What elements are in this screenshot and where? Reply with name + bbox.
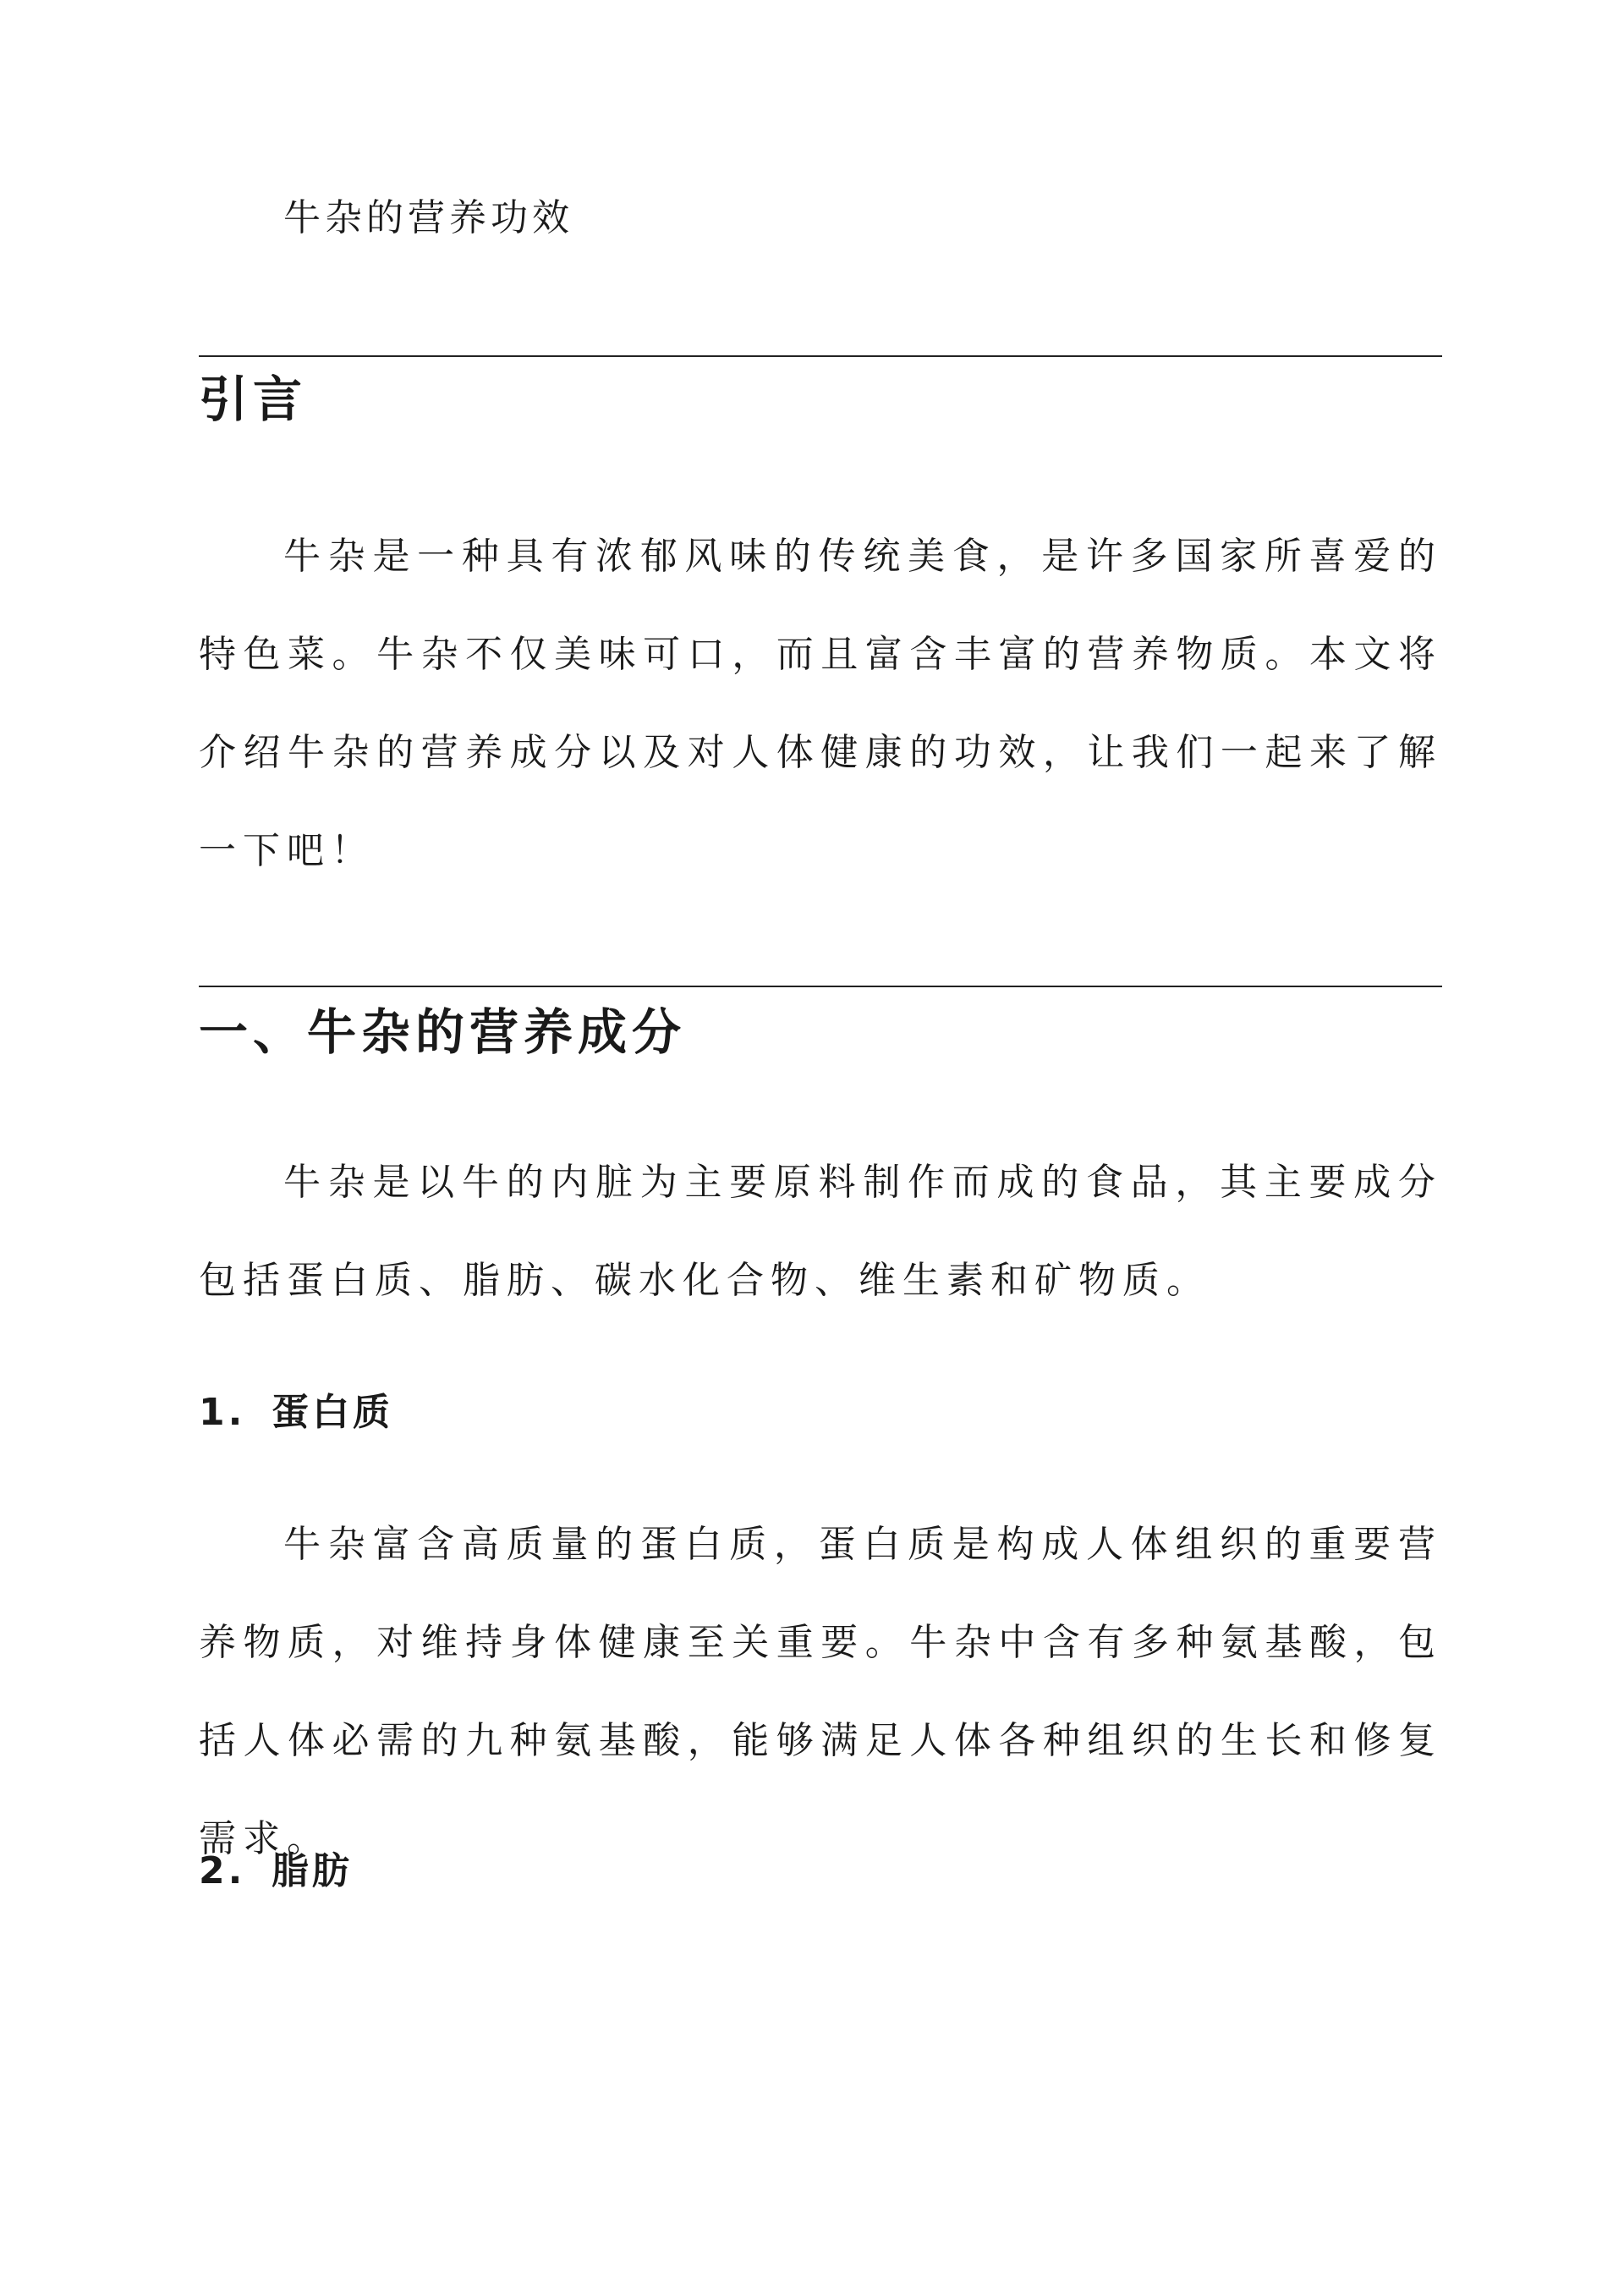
section1-paragraph: 牛杂是以牛的内脏为主要原料制作而成的食品，其主要成分包括蛋白质、脂肪、碳水化合物、维生素和矿物质。 <box>199 1161 1442 1302</box>
subsection-title: 蛋白质 <box>272 1391 393 1434</box>
document-title: 牛杂的营养功效 <box>283 196 573 239</box>
subsection-heading-protein <box>199 1387 393 1438</box>
document-page <box>199 0 1442 2296</box>
section1-heading: 一、牛杂的营养成分 <box>199 1003 687 1061</box>
protein-paragraph: 牛杂富含高质量的蛋白质，蛋白质是构成人体组织的重要营养物质，对维持身体健康至关重要。牛杂中含有多种氨基酸，包括人体必需的九种氨基酸，能够满足人体各种组织的生长和修复需求。 <box>199 1523 1442 1860</box>
subsection-heading-fat <box>199 1846 353 1897</box>
section-divider-nutrition <box>199 986 1442 987</box>
intro-paragraph: 牛杂是一种具有浓郁风味的传统美食，是许多国家所喜爱的特色菜。牛杂不仅美味可口，而且富含丰富的营养物质。本文将介绍牛杂的营养成分以及对人体健康的功效，让我们一起来了解一下吧！ <box>199 535 1442 872</box>
section-divider-intro <box>199 355 1442 357</box>
subsection-title: 脂肪 <box>272 1849 353 1892</box>
intro-heading: 引言 <box>199 371 308 428</box>
subsection-number: 2. <box>199 1849 246 1892</box>
subsection-number: 1. <box>199 1391 246 1434</box>
